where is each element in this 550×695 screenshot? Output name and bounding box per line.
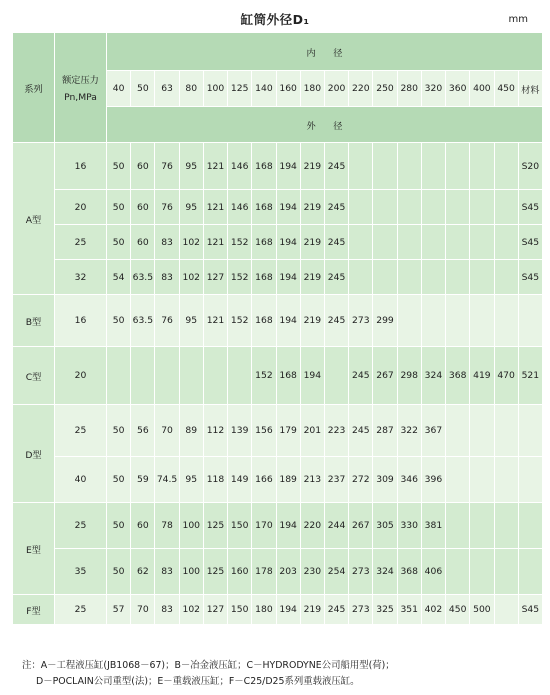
od-cell: 60 — [131, 190, 155, 225]
od-cell: 149 — [228, 457, 252, 503]
bore-header: 180 — [300, 71, 324, 107]
od-cell — [470, 260, 494, 295]
bore-header: 63 — [155, 71, 179, 107]
od-cell: 194 — [276, 260, 300, 295]
od-cell: 83 — [155, 549, 179, 595]
od-cell: 54 — [107, 260, 131, 295]
series-label: E型 — [13, 503, 55, 595]
od-cell: 194 — [276, 503, 300, 549]
od-cell — [324, 347, 348, 405]
series-label: A型 — [13, 143, 55, 295]
od-cell: 95 — [179, 457, 203, 503]
od-cell — [470, 225, 494, 260]
od-cell: 139 — [228, 405, 252, 457]
pressure-cell: 32 — [55, 260, 107, 295]
bore-header: 280 — [397, 71, 421, 107]
od-cell: 254 — [324, 549, 348, 595]
od-cell: 50 — [107, 405, 131, 457]
od-cell: 121 — [203, 143, 227, 190]
od-cell — [155, 347, 179, 405]
od-cell: 194 — [276, 295, 300, 347]
od-cell — [470, 405, 494, 457]
od-cell: 127 — [203, 260, 227, 295]
od-cell — [470, 457, 494, 503]
od-cell: 74.5 — [155, 457, 179, 503]
od-cell: 330 — [397, 503, 421, 549]
od-cell: 102 — [179, 595, 203, 625]
pressure-cell: 20 — [55, 347, 107, 405]
od-cell: 70 — [131, 595, 155, 625]
od-cell — [470, 295, 494, 347]
od-cell: 178 — [252, 549, 276, 595]
od-cell: 89 — [179, 405, 203, 457]
od-cell: 245 — [349, 347, 373, 405]
table-row — [13, 225, 543, 260]
header-material: 材料 — [518, 71, 542, 107]
od-cell: 100 — [179, 503, 203, 549]
material-cell: 521 — [518, 347, 542, 405]
od-cell: 59 — [131, 457, 155, 503]
od-cell: 83 — [155, 260, 179, 295]
pressure-cell: 25 — [55, 225, 107, 260]
od-cell — [494, 503, 518, 549]
table-row — [13, 347, 543, 405]
od-cell — [421, 260, 445, 295]
pressure-cell: 25 — [55, 405, 107, 457]
od-cell: 57 — [107, 595, 131, 625]
pressure-cell: 20 — [55, 190, 107, 225]
series-label: F型 — [13, 595, 55, 625]
od-cell: 245 — [324, 595, 348, 625]
od-cell: 50 — [107, 549, 131, 595]
od-cell: 78 — [155, 503, 179, 549]
od-cell: 402 — [421, 595, 445, 625]
od-cell: 230 — [300, 549, 324, 595]
od-cell: 396 — [421, 457, 445, 503]
od-cell: 168 — [252, 225, 276, 260]
header-pressure-line1: 额定压力 — [62, 75, 99, 86]
material-cell — [518, 295, 542, 347]
od-cell: 245 — [324, 225, 348, 260]
od-cell — [494, 405, 518, 457]
note-line-1: 注：A－工程液压缸(JB1068－67)；B－冶金液压缸；C－HYDRODYNE公司船用型(荷)； — [22, 660, 395, 671]
od-cell: 203 — [276, 549, 300, 595]
od-cell: 351 — [397, 595, 421, 625]
header-pressure-line2: Pn,MPa — [64, 92, 97, 103]
od-cell — [494, 260, 518, 295]
bore-header: 50 — [131, 71, 155, 107]
od-cell: 273 — [349, 549, 373, 595]
od-cell: 60 — [131, 143, 155, 190]
material-cell: S45 — [518, 595, 542, 625]
od-cell: 245 — [324, 190, 348, 225]
od-cell: 50 — [107, 143, 131, 190]
table-row — [13, 595, 543, 625]
od-cell: 245 — [324, 143, 348, 190]
header-pressure — [55, 33, 107, 143]
od-cell: 127 — [203, 595, 227, 625]
od-cell: 95 — [179, 190, 203, 225]
od-cell — [397, 143, 421, 190]
od-cell — [421, 295, 445, 347]
od-cell: 194 — [276, 225, 300, 260]
od-cell — [349, 260, 373, 295]
od-cell: 219 — [300, 260, 324, 295]
od-cell: 219 — [300, 190, 324, 225]
od-cell — [397, 260, 421, 295]
od-cell: 170 — [252, 503, 276, 549]
od-cell: 168 — [252, 295, 276, 347]
od-cell — [446, 225, 470, 260]
od-cell: 102 — [179, 225, 203, 260]
material-cell: S20 — [518, 143, 542, 190]
od-cell — [446, 260, 470, 295]
material-cell: S45 — [518, 190, 542, 225]
od-cell: 194 — [276, 143, 300, 190]
od-cell: 95 — [179, 143, 203, 190]
od-cell — [373, 225, 397, 260]
bore-header: 400 — [470, 71, 494, 107]
od-cell — [446, 457, 470, 503]
series-label: C型 — [13, 347, 55, 405]
bore-header: 250 — [373, 71, 397, 107]
od-cell: 60 — [131, 225, 155, 260]
od-cell — [446, 405, 470, 457]
od-cell: 112 — [203, 405, 227, 457]
od-cell: 76 — [155, 295, 179, 347]
od-cell — [494, 457, 518, 503]
bore-header: 80 — [179, 71, 203, 107]
bore-header: 220 — [349, 71, 373, 107]
od-cell: 83 — [155, 595, 179, 625]
bore-header: 360 — [446, 71, 470, 107]
od-cell — [421, 143, 445, 190]
od-cell: 406 — [421, 549, 445, 595]
od-cell: 298 — [397, 347, 421, 405]
od-cell — [397, 190, 421, 225]
od-cell — [228, 347, 252, 405]
od-cell: 50 — [107, 190, 131, 225]
od-cell: 245 — [324, 295, 348, 347]
od-cell: 63.5 — [131, 260, 155, 295]
od-cell: 419 — [470, 347, 494, 405]
od-cell — [494, 190, 518, 225]
od-cell: 168 — [276, 347, 300, 405]
bore-header: 40 — [107, 71, 131, 107]
od-cell: 219 — [300, 225, 324, 260]
od-cell: 70 — [155, 405, 179, 457]
od-cell — [494, 143, 518, 190]
od-cell: 156 — [252, 405, 276, 457]
od-cell: 180 — [252, 595, 276, 625]
bore-header: 125 — [228, 71, 252, 107]
od-cell: 102 — [179, 260, 203, 295]
od-cell: 160 — [228, 549, 252, 595]
od-cell: 62 — [131, 549, 155, 595]
od-cell: 60 — [131, 503, 155, 549]
od-cell: 273 — [349, 595, 373, 625]
od-cell: 219 — [300, 595, 324, 625]
od-cell: 50 — [107, 225, 131, 260]
od-cell — [421, 225, 445, 260]
od-cell — [421, 190, 445, 225]
od-cell — [494, 595, 518, 625]
od-cell: 76 — [155, 143, 179, 190]
od-cell: 267 — [373, 347, 397, 405]
od-cell: 121 — [203, 225, 227, 260]
od-cell: 368 — [446, 347, 470, 405]
od-cell — [494, 295, 518, 347]
od-cell: 237 — [324, 457, 348, 503]
od-cell — [397, 225, 421, 260]
od-cell: 267 — [349, 503, 373, 549]
od-cell — [446, 503, 470, 549]
od-cell: 213 — [300, 457, 324, 503]
od-cell: 146 — [228, 143, 252, 190]
od-cell — [470, 190, 494, 225]
od-cell: 152 — [228, 225, 252, 260]
od-cell: 168 — [252, 260, 276, 295]
od-cell — [446, 190, 470, 225]
od-cell: 146 — [228, 190, 252, 225]
od-cell: 219 — [300, 295, 324, 347]
od-cell: 219 — [300, 143, 324, 190]
bore-header: 160 — [276, 71, 300, 107]
od-cell: 125 — [203, 549, 227, 595]
od-cell — [349, 225, 373, 260]
od-cell — [373, 190, 397, 225]
od-cell: 201 — [300, 405, 324, 457]
notes — [22, 658, 395, 690]
table-row — [13, 260, 543, 295]
od-cell: 368 — [397, 549, 421, 595]
od-cell: 299 — [373, 295, 397, 347]
od-cell: 50 — [107, 457, 131, 503]
od-cell — [349, 190, 373, 225]
od-cell: 245 — [324, 260, 348, 295]
od-cell: 500 — [470, 595, 494, 625]
pressure-cell: 40 — [55, 457, 107, 503]
od-cell — [494, 225, 518, 260]
od-cell: 50 — [107, 295, 131, 347]
unit-label: mm — [508, 14, 528, 25]
od-cell: 76 — [155, 190, 179, 225]
od-cell — [446, 143, 470, 190]
od-cell: 50 — [107, 503, 131, 549]
od-cell: 152 — [252, 347, 276, 405]
od-cell: 381 — [421, 503, 445, 549]
od-cell: 322 — [397, 405, 421, 457]
material-cell: S45 — [518, 225, 542, 260]
header-inner-diameter: 内 径 — [107, 33, 543, 71]
od-cell — [470, 549, 494, 595]
od-cell: 367 — [421, 405, 445, 457]
bore-header: 200 — [324, 71, 348, 107]
od-cell: 166 — [252, 457, 276, 503]
table-row — [13, 190, 543, 225]
od-cell: 63.5 — [131, 295, 155, 347]
od-cell: 305 — [373, 503, 397, 549]
series-label: B型 — [13, 295, 55, 347]
bore-header: 450 — [494, 71, 518, 107]
od-cell: 150 — [228, 503, 252, 549]
bore-header: 140 — [252, 71, 276, 107]
series-label: D型 — [13, 405, 55, 503]
od-cell: 450 — [446, 595, 470, 625]
od-cell: 121 — [203, 295, 227, 347]
od-cell — [397, 295, 421, 347]
od-cell: 121 — [203, 190, 227, 225]
od-cell: 118 — [203, 457, 227, 503]
od-cell: 150 — [228, 595, 252, 625]
od-cell: 95 — [179, 295, 203, 347]
material-cell — [518, 549, 542, 595]
od-cell: 346 — [397, 457, 421, 503]
note-line-2: D－POCLAIN公司重型(法)；E－重载液压缸；F－C25/D25系列重载液压缸。 — [36, 676, 360, 687]
od-cell — [470, 503, 494, 549]
table-row — [13, 295, 543, 347]
od-cell: 325 — [373, 595, 397, 625]
od-cell: 244 — [324, 503, 348, 549]
od-cell — [446, 295, 470, 347]
od-cell — [470, 143, 494, 190]
od-cell: 83 — [155, 225, 179, 260]
od-cell: 324 — [421, 347, 445, 405]
od-cell: 168 — [252, 190, 276, 225]
bore-header: 320 — [421, 71, 445, 107]
od-cell: 56 — [131, 405, 155, 457]
bore-header: 100 — [203, 71, 227, 107]
od-cell — [446, 549, 470, 595]
pressure-cell: 25 — [55, 595, 107, 625]
material-cell — [518, 405, 542, 457]
pressure-cell: 16 — [55, 295, 107, 347]
od-cell — [203, 347, 227, 405]
od-cell: 189 — [276, 457, 300, 503]
table-row — [13, 549, 543, 595]
pressure-cell: 25 — [55, 503, 107, 549]
material-cell — [518, 503, 542, 549]
table-title: 缸筒外径D₁ — [240, 12, 310, 27]
od-cell: 194 — [300, 347, 324, 405]
od-cell — [131, 347, 155, 405]
od-cell — [107, 347, 131, 405]
od-cell — [179, 347, 203, 405]
pressure-cell: 35 — [55, 549, 107, 595]
header-series: 系列 — [13, 33, 55, 143]
od-cell: 179 — [276, 405, 300, 457]
od-cell: 194 — [276, 190, 300, 225]
od-cell: 309 — [373, 457, 397, 503]
od-cell — [373, 143, 397, 190]
od-cell: 223 — [324, 405, 348, 457]
cylinder-od-table — [12, 32, 543, 625]
od-cell: 152 — [228, 295, 252, 347]
table-row — [13, 405, 543, 457]
od-cell: 272 — [349, 457, 373, 503]
pressure-cell: 16 — [55, 143, 107, 190]
od-cell: 100 — [179, 549, 203, 595]
od-cell: 324 — [373, 549, 397, 595]
od-cell: 125 — [203, 503, 227, 549]
od-cell: 287 — [373, 405, 397, 457]
od-cell: 470 — [494, 347, 518, 405]
table-row — [13, 143, 543, 190]
header-outer-diameter: 外 径 — [107, 107, 543, 143]
od-cell: 194 — [276, 595, 300, 625]
od-cell: 245 — [349, 405, 373, 457]
od-cell: 273 — [349, 295, 373, 347]
od-cell: 220 — [300, 503, 324, 549]
material-cell — [518, 457, 542, 503]
od-cell — [349, 143, 373, 190]
od-cell — [494, 549, 518, 595]
od-cell: 152 — [228, 260, 252, 295]
table-row — [13, 457, 543, 503]
od-cell: 168 — [252, 143, 276, 190]
material-cell: S45 — [518, 260, 542, 295]
table-row — [13, 503, 543, 549]
od-cell — [373, 260, 397, 295]
